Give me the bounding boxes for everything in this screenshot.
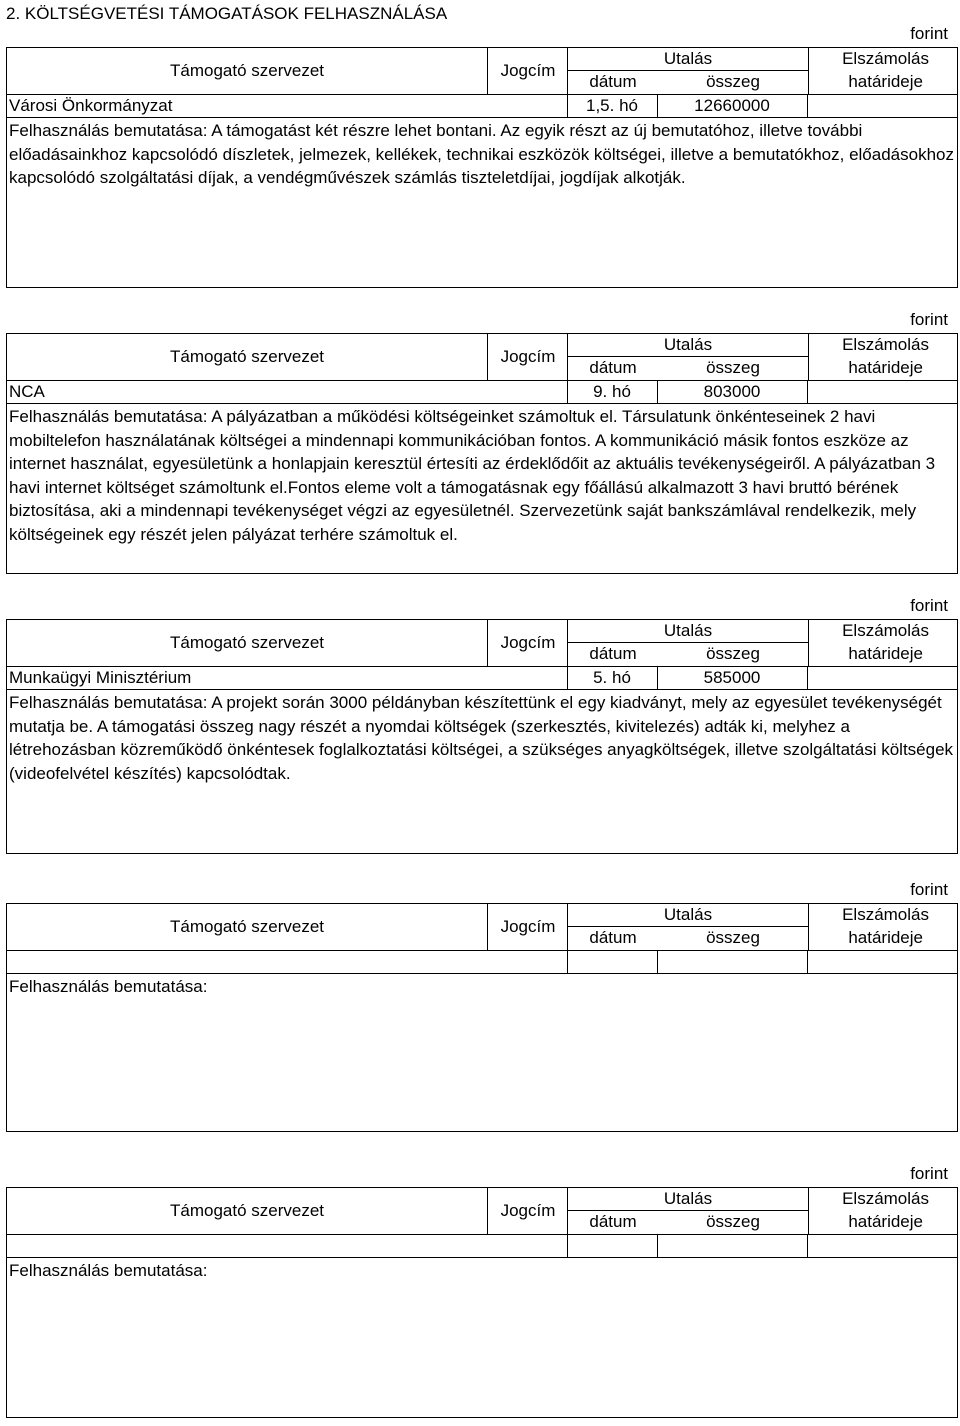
table-row [6, 95, 958, 118]
header-hatarideje-label: határideje [848, 1212, 923, 1231]
header-utalas-label: Utalás [663, 1189, 713, 1208]
header-jogcim: Jogcím [487, 48, 568, 94]
usage-description [6, 1258, 958, 1418]
row-osszeg: 803000 [703, 382, 761, 401]
currency-label: forint [910, 1164, 948, 1183]
header-osszeg: összeg [706, 72, 760, 91]
usage-description-text: Felhasználás bemutatása: A támogatást két részre lehet bontani. Az egyik részt az új bemutatóhoz, illetve további előadásainkhoz kapcsolódó díszletek, jelmezek, kellékek, technikai eszközök költségei, illetve a bemutatókhoz, előadásokhoz kapcsolódó szolgáltatási díjak, a vendégművészek számlás tiszteletdíjai, jogdíjak alkotják. [9, 121, 954, 187]
table-header [6, 1187, 958, 1235]
header-elszamolas [807, 904, 957, 950]
header-datum: dátum [589, 644, 637, 663]
row-org: Városi Önkormányzat [9, 96, 173, 115]
header-osszeg: összeg [706, 928, 760, 947]
usage-description [6, 690, 958, 854]
row-osszeg: 585000 [703, 668, 761, 687]
currency-label: forint [910, 880, 948, 899]
header-utalas-label: Utalás [663, 905, 713, 924]
usage-description [6, 118, 958, 288]
header-jogcim: Jogcím [487, 904, 568, 950]
header-utalas [567, 1188, 809, 1234]
header-osszeg: összeg [706, 1212, 760, 1231]
header-datum: dátum [589, 1212, 637, 1231]
table-header [6, 619, 958, 667]
header-elszamolas [807, 334, 957, 380]
header-hatarideje-label: határideje [848, 358, 923, 377]
row-datum: 5. hó [593, 668, 631, 687]
header-utalas [567, 620, 809, 666]
header-elszamolas [807, 620, 957, 666]
header-utalas-label: Utalás [663, 335, 713, 354]
header-elszamolas-label: Elszámolás [842, 49, 929, 68]
header-jogcim: Jogcím [487, 620, 568, 666]
table-row [6, 951, 958, 974]
header-org: Támogató szervezet [169, 1201, 324, 1220]
header-elszamolas-label: Elszámolás [842, 335, 929, 354]
row-org: NCA [9, 382, 45, 401]
table-header [6, 903, 958, 951]
header-elszamolas-label: Elszámolás [842, 1189, 929, 1208]
header-org: Támogató szervezet [169, 917, 324, 936]
header-utalas [567, 334, 809, 380]
row-org: Munkaügyi Minisztérium [9, 668, 192, 687]
header-elszamolas-label: Elszámolás [842, 905, 929, 924]
header-utalas-label: Utalás [663, 49, 713, 68]
row-datum: 9. hó [593, 382, 631, 401]
header-hatarideje-label: határideje [848, 644, 923, 663]
header-elszamolas [807, 1188, 957, 1234]
header-datum: dátum [589, 358, 637, 377]
header-org: Támogató szervezet [169, 61, 324, 80]
row-osszeg: 12660000 [694, 96, 770, 115]
header-org: Támogató szervezet [169, 347, 324, 366]
header-org: Támogató szervezet [169, 633, 324, 652]
usage-description-text: Felhasználás bemutatása: A pályázatban a működési költségeinket számoltuk el. Társulatunk önkénteseinek 2 havi mobiltelefon használatának költségei a mindennapi kommunikációban fontos. A kommunikáció másik fontos eszköze az internet használat, egyesületünk a honlapjain keresztül értesíti az érdeklődőit az aktuális tevékenységeiről. A pályázatban 3 havi internet költséget számoltunk el.Fontos eleme volt a támogatásnak egy főállású alkalmazott 3 havi bruttó bérének biztosítása, aki a mindennapi tevékenységet végzi az egyesületnél. Szervezetünk saját bankszámlával rendelkezik, mely költségeinek egy részét jelen pályázat terhére számoltuk el. [9, 407, 936, 544]
header-osszeg: összeg [706, 358, 760, 377]
page-title: 2. KÖLTSÉGVETÉSI TÁMOGATÁSOK FELHASZNÁLÁSA [6, 4, 448, 23]
header-hatarideje-label: határideje [848, 928, 923, 947]
table-row [6, 667, 958, 690]
table-header [6, 47, 958, 95]
usage-description-text: Felhasználás bemutatása: [9, 1261, 208, 1280]
header-datum: dátum [589, 72, 637, 91]
header-jogcim: Jogcím [487, 1188, 568, 1234]
currency-label: forint [910, 24, 948, 43]
usage-description [6, 974, 958, 1132]
header-utalas [567, 48, 809, 94]
usage-description [6, 404, 958, 574]
usage-description-text: Felhasználás bemutatása: A projekt során 3000 példányban készítettünk el egy kiadványt, mely az egyesület tevékenységét mutatja be. A támogatási összeg nagy részét a nyomdai költségek (szerkesztés, kivitelezés) adták ki, melyhez a létrehozásban közreműködő önkéntesek foglalkoztatási költségei, a szükséges anyagköltségek, illetve szolgáltatási költségek (videofelvétel készítés) kapcsolódtak. [9, 693, 954, 783]
row-datum: 1,5. hó [586, 96, 638, 115]
usage-description-text: Felhasználás bemutatása: [9, 977, 208, 996]
header-datum: dátum [589, 928, 637, 947]
table-row [6, 381, 958, 404]
header-elszamolas [807, 48, 957, 94]
table-row [6, 1235, 958, 1258]
header-osszeg: összeg [706, 644, 760, 663]
header-utalas [567, 904, 809, 950]
table-header [6, 333, 958, 381]
header-utalas-label: Utalás [663, 621, 713, 640]
header-hatarideje-label: határideje [848, 72, 923, 91]
header-elszamolas-label: Elszámolás [842, 621, 929, 640]
header-jogcim: Jogcím [487, 334, 568, 380]
currency-label: forint [910, 596, 948, 615]
currency-label: forint [910, 310, 948, 329]
